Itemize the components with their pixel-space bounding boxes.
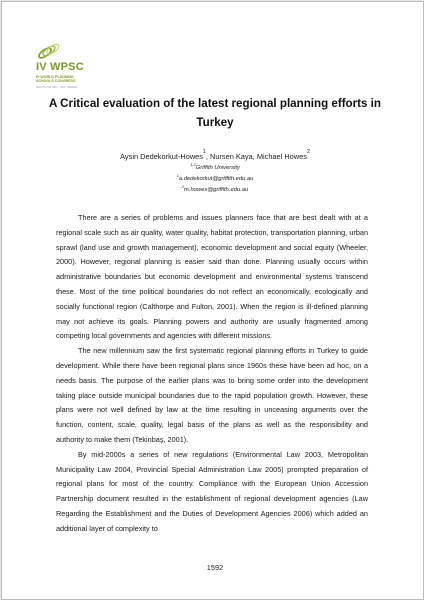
author-name: Michael Howes <box>256 152 307 161</box>
logo-subtitle <box>36 75 75 83</box>
affiliation-name: Griffith University <box>195 165 240 171</box>
author-superscript: 1 <box>202 149 206 155</box>
page-number: 1592 <box>206 563 224 572</box>
author-list <box>42 149 388 161</box>
logo-tagline: SOUTH OF RIO · RIO, BRAZIL <box>36 85 78 89</box>
body-paragraph: The new millennium saw the first systematic regional planning efforts in Turkey to guide development. While there have been regional plans since 1960s these have been ad hoc, on a needs basis. The purpose of the earlier plans was to bring some order into the development taking place outside municipal boundaries due to the rapid population growth. However, these plans were not well defined by law at the time resulting in unceasing arguments over the function, content, scale, quality, legal basis of the plans as well as the responsibility and authority to make them (Tekinbaş, 2001). <box>56 346 368 444</box>
email-address: a.dedekorkut@griffith.edu.au <box>178 176 254 182</box>
author-email <box>42 173 388 182</box>
author-separator: , <box>252 152 257 161</box>
logo-subtitle-line2: SCHOOLS CONGRESS <box>36 79 76 84</box>
author-superscript: 2 <box>306 149 310 155</box>
logo-subtitle-line1: IV WORLD PLANNING <box>36 75 74 79</box>
author-email <box>42 184 388 193</box>
logo-emblem-icon <box>36 42 76 60</box>
author-separator: , <box>205 152 210 161</box>
body-text <box>56 211 368 537</box>
logo-title: IV WPSC <box>36 61 84 73</box>
paper-page <box>1 1 424 600</box>
author-name: Nursen Kaya <box>209 152 253 161</box>
body-paragraph: There are a series of problems and issues planners face that are best dealt with at a regional scale such as air quality, water quality, habitat protection, transportation planning, urban sprawl (land use and growth management), economic development and social equity (Wheeler, 2000). However, regional planning is easier said than done. Planning usually occurs within administrative boundaries but economic development and environmental systems transcend these. Most of the time political boundaries do not reflect an economically, ecologically and socially functional region (Calthorpe and Fulton, 2001). When the region is ill-defined planning may not achieve its goals. Planning powers and authority are usually fragmented among competing local governments and agencies with different missions. <box>56 213 368 341</box>
author-name: Aysin Dedekorkut-Howes <box>120 152 203 161</box>
congress-logo <box>36 42 156 94</box>
email-superscript: 1 <box>176 173 179 178</box>
email-superscript: 2 <box>181 184 185 189</box>
affiliation-superscript: 1,2 <box>190 162 196 167</box>
body-paragraph: By mid-2000s a series of new regulations (Environmental Law 2003, Metropolitan Municipality Law 2004, Provincial Special Administration Law 2005) prompted preparation of regional plans for most of the country. Compliance with the European Union Accession Partnership document resulted in the establishment of regional development agencies (Law Regarding the Establishment and the Duties of Development Agencies 2006) which added an additional layer of complexity to <box>56 449 368 533</box>
paper-title: A Critical evaluation of the latest regional planning efforts in Turkey <box>49 97 381 129</box>
email-address: m.howes@griffith.edu.au <box>184 187 249 193</box>
affiliation <box>42 162 388 171</box>
